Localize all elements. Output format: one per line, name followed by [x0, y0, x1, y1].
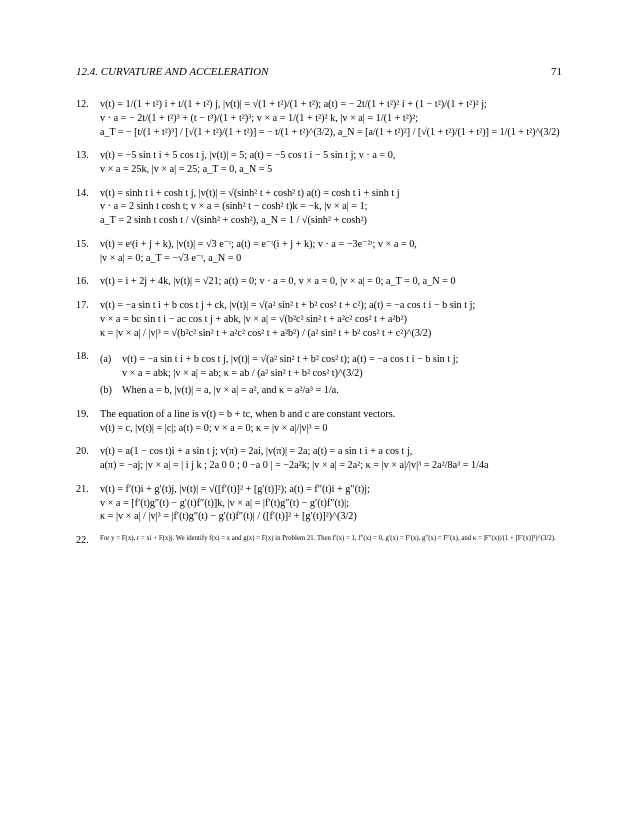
solution-line: v × a = [f′(t)g″(t) − g′(t)f″(t)]k, |v × a| = |f′(t)g″(t) − g′(t)f″(t)|;	[100, 497, 349, 509]
solution-line: v(t) = 1/(1 + t²) i + t/(1 + t²) j, |v(t)| = √(1 + t²)/(1 + t²); a(t) = − 2t/(1 + t²)² i + (1 − t²)/(1 + t²)² j;	[100, 99, 487, 110]
solution-line: κ = |v × a| / |v|³ = |f′(t)g″(t) − g′(t)f″(t)| / ([f′(t)]² + [g′(t)]²)^(3/2)	[100, 511, 357, 523]
solution-line: v × a = abk; |v × a| = ab; κ = ab / (a² sin² t + b² cos² t)^(3/2)	[122, 368, 363, 380]
problem-solution	[100, 187, 566, 228]
problem-number: 16.	[76, 276, 89, 288]
problem-number: 19.	[76, 408, 89, 420]
problem-number: 20.	[76, 446, 89, 458]
solution-line: a(π) = −aj; |v × a| = | i j k ; 2a 0 0 ; 0 −a 0 | = −2a²k; |v × a| = 2a²; κ = |v × a|/|v|³ = 2a²/8a³ = 1/4a	[100, 460, 489, 472]
solution-line: v(t) = −a sin t i + b cos t j + ck, |v(t)| = √(a² sin² t + b² cos² t + c²); a(t) = −a cos t i − b sin t j;	[100, 300, 476, 312]
solution-line: v × a = bc sin t i − ac cos t j + abk, |v × a| = √(b²c² sin² t + a²c² cos² t + a²b²)	[100, 313, 407, 325]
problem-number: 17.	[76, 300, 89, 312]
problem-solution	[100, 534, 566, 548]
part-text	[122, 384, 566, 398]
solution-line: v · a = − 2t/(1 + t²)³ + (t − t³)/(1 + t²)³; v × a = 1/(1 + t²)² k, |v × a| = 1/(1 + t²)²;	[100, 112, 419, 124]
problem-number: 12.	[76, 99, 89, 110]
solution-line: v(t) = c, |v(t)| = |c|; a(t) = 0; v × a = 0; κ = |v × a|/|v|³ = 0	[100, 422, 328, 434]
problem-item	[76, 483, 566, 524]
problem-solution	[100, 299, 566, 340]
solution-line: κ = |v × a| / |v|³ = √(b²c² sin² t + a²c² cos² t + a²b²) / (a² sin² t + b² cos² t + c²)^(3/2)	[100, 327, 432, 339]
problem-list	[76, 98, 566, 558]
problem-solution	[100, 483, 566, 524]
solution-line: For y = F(x), r = xi + F(x)j. We identify f(x) = x and g(x) = F(x) in Problem 21. Then f′(x) = 1, f″(x) = 0, g′(x) = F′(x), g″(x) = F″(x), and κ = |F″(x)|/(1 + [F′(x)]²)^(3/2).	[100, 535, 556, 543]
problem-solution	[100, 408, 566, 436]
problem-item	[76, 350, 566, 397]
solution-line: v(t) = eᵗ(i + j + k), |v(t)| = √3 e⁻ᵗ; a(t) = e⁻ᵗ(i + j + k); v · a = −3e⁻²ᵗ; v × a = 0,	[100, 238, 417, 250]
problem-item	[76, 187, 566, 228]
solution-line: v(t) = −5 sin t i + 5 cos t j, |v(t)| = 5; a(t) = −5 cos t i − 5 sin t j; v · a = 0,	[100, 150, 396, 162]
problem-solution	[100, 275, 566, 289]
problem-number: 22.	[76, 535, 89, 547]
solution-line: v × a = 25k, |v × a| = 25; a_T = 0, a_N = 5	[100, 163, 273, 175]
solution-line: a_T = − [t/(1 + t²)³] / [√(1 + t²)/(1 + t²)] = − t/(1 + t²)^(3/2), a_N = [a/(1 + t²)²] / [√(1 + t²)/(1 + t²)] = 1/(1 + t²)^(3/2)	[100, 126, 560, 138]
part-label: (b)	[100, 384, 112, 396]
problem-number: 21.	[76, 483, 89, 495]
problem-solution	[100, 98, 566, 139]
solution-line: v(t) = a(1 − cos t)i + a sin t j; v(π) = 2ai, |v(π)| = 2a; a(t) = a sin t i + a cos t j,	[100, 446, 413, 458]
problem-item	[76, 534, 566, 548]
problem-item	[76, 98, 566, 139]
problem-part	[100, 384, 566, 398]
running-header	[76, 66, 562, 78]
solution-line: v(t) = −a sin t i + b cos t j, |v(t)| = √(a² sin² t + b² cos² t); a(t) = −a cos t i − b sin t j;	[122, 354, 459, 366]
problem-number: 13.	[76, 150, 89, 162]
solution-line: v(t) = i + 2j + 4k, |v(t)| = √21; a(t) = 0; v · a = 0, v × a = 0, |v × a| = 0; a_T = 0, a_N = 0	[100, 276, 456, 288]
page-number: 71	[551, 66, 562, 78]
problem-item	[76, 408, 566, 436]
problem-item	[76, 445, 566, 473]
problem-number: 14.	[76, 187, 89, 199]
part-label: (a)	[100, 354, 112, 366]
problem-solution	[100, 350, 566, 397]
solution-line: a_T = 2 sinh t cosh t / √(sinh² + cosh²), a_N = 1 / √(sinh² + cosh²)	[100, 215, 367, 227]
problem-solution	[100, 149, 566, 177]
solution-line: v(t) = f′(t)i + g′(t)j, |v(t)| = √([f′(t)]² + [g′(t)]²); a(t) = f″(t)i + g″(t)j;	[100, 483, 370, 495]
problem-part	[100, 353, 566, 381]
solution-line: The equation of a line is v(t) = b + tc, when b and c are constant vectors.	[100, 408, 396, 420]
part-text	[122, 353, 566, 381]
solution-line: v(t) = sinh t i + cosh t j, |v(t)| = √(sinh² t + cosh² t) a(t) = cosh t i + sinh t j	[100, 187, 400, 199]
problem-solution	[100, 445, 566, 473]
problem-number: 15.	[76, 238, 89, 250]
solution-line: v · a = 2 sinh t cosh t; v × a = (sinh² t − cosh² t)k = −k, |v × a| = 1;	[100, 201, 368, 213]
problem-item	[76, 299, 566, 340]
problem-solution	[100, 238, 566, 266]
section-title: 12.4. CURVATURE AND ACCELERATION	[76, 66, 269, 78]
solution-line: |v × a| = 0; a_T = −√3 e⁻ᵗ, a_N = 0	[100, 252, 242, 264]
solution-line: When a = b, |v(t)| = a, |v × a| = a², and κ = a²/a³ = 1/a.	[122, 384, 339, 396]
problem-number: 18.	[76, 351, 89, 363]
problem-item	[76, 275, 566, 289]
problem-item	[76, 238, 566, 266]
problem-item	[76, 149, 566, 177]
